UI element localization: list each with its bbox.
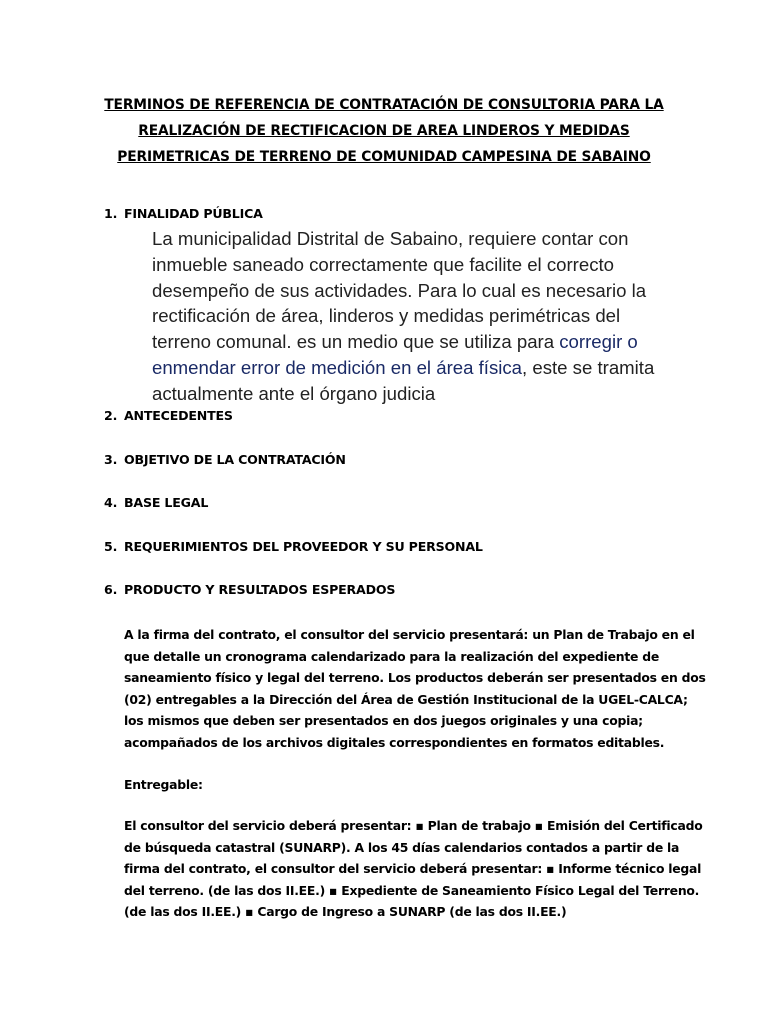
finalidad-line: La municipalidad Distrital de Sabaino, requiere contar con [152, 228, 629, 249]
paragraph-line: (de las dos II.EE.) ▪ Cargo de Ingreso a SUNARP (de las dos II.EE.) [124, 904, 567, 920]
finalidad-paragraph [152, 226, 682, 407]
section-label: FINALIDAD PÚBLICA [124, 206, 263, 221]
finalidad-line-text: , este se tramita [522, 356, 655, 378]
section-heading-finalidad [104, 206, 263, 222]
finalidad-line-text: terreno comunal. es un medio que se utiliza para [152, 331, 560, 353]
paragraph-line: acompañados de los archivos digitales correspondientes en formatos editables. [124, 734, 665, 750]
paragraph-line: firma del contrato, el consultor del servicio deberá presentar: ▪ Informe técnico legal [124, 861, 702, 877]
finalidad-line: desempeño de sus actividades. Para lo cual es necesario la [152, 279, 647, 301]
paragraph-line: de búsqueda catastral (SUNARP). A los 45 días calendarios contados a partir de la [124, 839, 680, 855]
finalidad-line: actualmente ante el órgano judicia [152, 382, 436, 404]
finalidad-link[interactable]: corregir o [559, 331, 638, 353]
paragraph-line: El consultor del servicio deberá presentar: ▪ Plan de trabajo ▪ Emisión del Certificado [124, 818, 703, 833]
title-line: TERMINOS DE REFERENCIA DE CONTRATACIÓN DE CONSULTORIA PARA LA [104, 97, 664, 113]
section-heading-base-legal [104, 495, 208, 511]
producto-paragraph [124, 624, 706, 754]
finalidad-link[interactable]: enmendar error de medición en el área física [152, 356, 523, 378]
paragraph-line: A la firma del contrato, el consultor del servicio presentará: un Plan de Trabajo en el [124, 627, 695, 642]
section-number: 1. [104, 206, 118, 221]
section-label: REQUERIMIENTOS DEL PROVEEDOR Y SU PERSONAL [124, 539, 483, 554]
paragraph-line: que detalle un cronograma calendarizado para la realización del expediente de [124, 648, 660, 664]
section-label: OBJETIVO DE LA CONTRATACIÓN [124, 452, 346, 467]
title-line: REALIZACIÓN DE RECTIFICACION DE AREA LINDEROS Y MEDIDAS [138, 123, 630, 139]
section-number: 3. [104, 452, 118, 467]
section-label: BASE LEGAL [124, 495, 209, 510]
section-number: 4. [104, 495, 118, 510]
finalidad-line-with-link [152, 329, 682, 355]
title-line: PERIMETRICAS DE TERRENO DE COMUNIDAD CAMPESINA DE SABAINO [117, 149, 651, 165]
section-label: ANTECEDENTES [124, 408, 233, 423]
finalidad-line: rectificación de área, linderos y medidas perimétricas del [152, 305, 621, 327]
paragraph-line: los mismos que deben ser presentados en dos juegos originales y una copia; [124, 713, 643, 729]
section-label: PRODUCTO Y RESULTADOS ESPERADOS [124, 582, 396, 597]
section-number: 5. [104, 539, 118, 554]
section-number: 6. [104, 582, 118, 597]
section-heading-producto [104, 582, 395, 598]
paragraph-line: Entregable: [124, 777, 203, 792]
entregable-label [124, 774, 664, 796]
section-number: 2. [104, 408, 118, 423]
section-heading-antecedentes [104, 408, 233, 424]
paragraph-line: saneamiento físico y legal del terreno. Los productos deberán ser presentados en dos [124, 670, 706, 686]
paragraph-line: (02) entregables a la Dirección del Área de Gestión Institucional de la UGEL-CALCA; [124, 691, 688, 707]
consultor-paragraph [124, 815, 703, 923]
finalidad-line: inmueble saneado correctamente que facilite el correcto [152, 253, 615, 275]
document-title [96, 92, 672, 170]
section-heading-requerimientos [104, 539, 483, 555]
finalidad-line-with-link [152, 355, 682, 381]
section-heading-objetivo [104, 452, 346, 468]
paragraph-line: del terreno. (de las dos II.EE.) ▪ Expediente de Saneamiento Físico Legal del Terreno. [124, 882, 700, 898]
